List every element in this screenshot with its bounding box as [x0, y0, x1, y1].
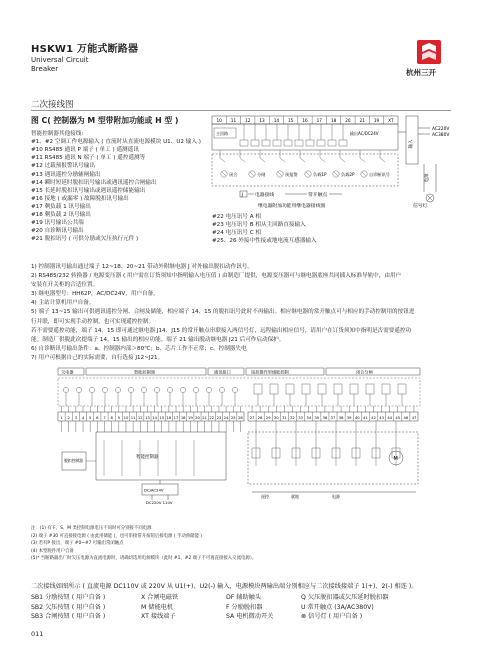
- terminal-number: 23: [216, 416, 222, 420]
- legend-relay: 电器接线: [255, 193, 275, 198]
- legend-contact: 常开触点: [308, 193, 328, 198]
- symbol-legend: [31, 593, 388, 622]
- relay-contact: [320, 158, 325, 162]
- terminal-number: 2: [67, 416, 70, 420]
- list-item: #18 剩负载 2 讯号输出: [31, 212, 91, 219]
- terminal-number: 32: [290, 416, 295, 420]
- terminal-number: 25: [230, 416, 236, 420]
- list-item: #20 自诊断讯号输出: [31, 228, 84, 235]
- footnote-line: (5)* 当断路器出厂时欠压电源为直流电源时，请确切选用电源模块（此时 #1、#2 端子不可再直接接入交流电源）。: [31, 556, 257, 562]
- figure-title: 图 C( 控制器为 M 型带附加功能或 H 型 ): [31, 116, 179, 125]
- signal-lamp-icon: [167, 387, 172, 392]
- relay-label: 分闸: [257, 172, 266, 177]
- terminal-number: 22: [209, 416, 215, 420]
- terminal-number: 36: [322, 416, 328, 420]
- ac220-label: AC220V: [432, 127, 450, 132]
- terminal-number: 4: [81, 416, 85, 420]
- relay-contact: [220, 158, 225, 162]
- terminal-number: 12: [245, 118, 251, 123]
- legend-cell: M 储能电机: [141, 603, 174, 611]
- relay-contact: [360, 158, 365, 162]
- signal-lamp-icon: [219, 387, 224, 392]
- relay-contact: [300, 158, 305, 162]
- lamp-cross: [306, 172, 310, 176]
- input-label: 输入: [409, 139, 414, 149]
- coil-box: [318, 384, 326, 394]
- list-item: #24 电压讯号 C 相: [212, 230, 262, 237]
- dc-supply-label: DC220V 110V: [146, 500, 173, 505]
- relay-label: 预报警: [285, 172, 298, 177]
- legend-cell: F 分励脱扣器: [226, 603, 263, 611]
- note-line: 6) 自诊断讯号输出条件：a、控制器内部＞80℃；b、芯片工作不正常；c、控制器失电: [31, 345, 247, 352]
- note-line: 若不需要遥控功能，端子 14、15 即可通过继电器 J14、J15 的常开触点串联接入两信号灯，远程输出相应信号，请用户在订货须知中指明是否需要遥控功: [31, 327, 412, 334]
- english-name-line-1: Universal Circuit: [31, 56, 89, 64]
- note-line: 3) 继电器型号：HH62P，AC/DC24V，用户自备。: [31, 291, 159, 298]
- terminal-number: 3: [74, 416, 78, 420]
- contact-box: [262, 140, 270, 146]
- list-item: #19 讯号输出公共端: [31, 220, 84, 227]
- terminal-number: 8: [110, 416, 113, 420]
- signal-lamp-icon: [63, 387, 68, 392]
- terminal-number: 33: [298, 416, 303, 420]
- terminal-number: 18: [180, 416, 186, 420]
- terminal-number: 46: [403, 416, 409, 420]
- terminal-number: 45: [395, 416, 401, 420]
- legend-row: [31, 593, 388, 603]
- label-controller: 智能控制器: [134, 369, 155, 375]
- module-label: 输出AC/DC24V: [350, 131, 379, 136]
- product-english-name: [31, 56, 88, 74]
- brand-logo-icon: [417, 40, 441, 64]
- footnote-line: (2) 端子 #30 可直接接电源 ( 由此用储能 )，也可串接常开按钮后接电源 ( 手动预储能 ): [31, 533, 203, 539]
- terminal-number: 9: [117, 416, 120, 420]
- signal-lamp-icon: [180, 387, 185, 392]
- legend-cell: SB1 分励按钮 ( 用户自备 ): [31, 594, 106, 601]
- control-terminal-list: [31, 130, 201, 244]
- lamp-cross: [362, 172, 366, 176]
- list-item: #12 过载预报警讯号输出: [31, 163, 95, 170]
- list-item: #11 RS485 通讯 N 端子 ( 单工 ) 遥控遥测等: [31, 155, 146, 162]
- contact-box: [240, 140, 248, 146]
- terminal-number: 44: [387, 416, 393, 420]
- legend-cell: U 常开触点 (3A/AC380V): [301, 603, 374, 611]
- footnote-line: 注：(1) 有 F、S、M 类控制电源电压不同时可分别接不同电源: [31, 526, 152, 531]
- lamp-cross: [250, 172, 254, 176]
- legend-lamp: 信号灯: [413, 204, 428, 209]
- terminal-number: 24: [223, 416, 229, 420]
- terminal-number: 17: [173, 416, 179, 420]
- coil-box: [302, 384, 310, 394]
- terminal-number: 21: [202, 416, 208, 420]
- note-line: 行并联，即可实现手动控制，也可实现遥控控制。: [31, 318, 155, 325]
- terminal-number: 27: [249, 416, 255, 420]
- terminal-number: 16: [166, 416, 172, 420]
- signal-lamp-icon: [232, 387, 237, 392]
- terminal-number: 35: [314, 416, 320, 420]
- terminal-number: 20: [195, 416, 200, 420]
- voltage-signal-list: [212, 213, 317, 245]
- terminal-number: 15: [288, 118, 294, 123]
- contact-box: [273, 140, 281, 146]
- list-item: #17 剩负载 1 讯号输出: [31, 203, 91, 210]
- signal-lamp-icon: [141, 387, 146, 392]
- module-voltage-label: DC/AC24V: [144, 487, 164, 493]
- list-item: #22 电压讯号 A 相: [212, 214, 261, 220]
- legend-cell: Q 欠压脱扣器或欠压延时脱扣器: [301, 594, 389, 601]
- controller-block-label: 智能控制器: [136, 455, 159, 460]
- terminal-number: 42: [371, 416, 376, 420]
- coil-box: [350, 384, 358, 394]
- legend-row: [31, 603, 388, 613]
- terminal-number: XT: [388, 118, 394, 123]
- terminal-number: 15: [159, 416, 165, 420]
- relay-label: 闭合: [229, 172, 238, 177]
- terminal-number: 5: [89, 416, 92, 420]
- terminal-number: 1: [60, 416, 63, 420]
- legend-cell: XT 接线端子: [141, 613, 176, 621]
- terminal-number: 13: [259, 118, 265, 123]
- lamp-cross: [334, 172, 338, 176]
- label-comm: 通讯接口: [214, 369, 231, 375]
- section-divider: [31, 110, 451, 111]
- terminal-number: 28: [257, 416, 263, 420]
- coil-box: [398, 384, 406, 394]
- legend-cell: SA 电机微动开关: [226, 613, 274, 621]
- terminal-number: 29: [265, 416, 271, 420]
- legend-cell: SB2 欠压按钮 ( 用户自备 ): [31, 603, 106, 611]
- coil-box: [270, 384, 278, 394]
- terminal-number: 6: [96, 416, 99, 420]
- terminal-number: 40: [354, 416, 360, 420]
- terminal-number: 21: [359, 118, 365, 123]
- list-item: #25、26 外接中性接或地电流互感器输入: [212, 238, 317, 245]
- terminal-number: 7: [103, 416, 106, 420]
- terminal-number: 12: [137, 416, 143, 420]
- list-item: #21 脱扣讯号 ( 可供分励或欠压执行元件 ): [31, 236, 139, 243]
- motor-letter: M: [393, 456, 398, 462]
- signal-lamp-icon: [206, 387, 211, 392]
- list-item: #14 瞬时短延时脱扣讯号输出或遇讯遥控合闸输出: [31, 179, 157, 186]
- legend-row: [31, 612, 388, 622]
- brand-name: 杭州三开: [406, 68, 436, 77]
- terminal-number: 39: [346, 416, 352, 420]
- ac380-label: AC380V: [432, 133, 450, 138]
- coil-box: [366, 384, 374, 394]
- local-label: 就地: [291, 494, 299, 499]
- terminal-number: 19: [373, 118, 380, 123]
- terminal-number: 17: [316, 118, 322, 123]
- relay-label: 自诊断讯号: [369, 172, 390, 177]
- terminal-number: 43: [379, 416, 384, 420]
- label-close-open: 闭合分闸: [356, 369, 373, 375]
- legend-cell: DF 辅助触头: [226, 594, 262, 601]
- terminal-number: 13: [145, 416, 150, 420]
- coil-box: [334, 384, 342, 394]
- main-circuit-label: 主回路: [216, 131, 228, 136]
- relay-contact: [260, 158, 265, 162]
- coil-box: [254, 384, 262, 394]
- list-item: #1、#2 空调工作电源输入 ( 直流时从直流电源模块 U1、U2 输入 ): [31, 139, 201, 146]
- list-item: #23 电压讯号 B 相从主回路直接输入: [212, 222, 306, 229]
- terminal-number: 38: [338, 416, 344, 420]
- label-remote-storage: 遥控操作型储能控制: [251, 369, 289, 375]
- terminal-strip: [212, 116, 398, 124]
- terminal-number: 19: [187, 416, 193, 420]
- relay-coil-letter: J: [241, 193, 243, 198]
- terminal-number: 11: [230, 118, 237, 123]
- relay-contact: [380, 158, 385, 162]
- diagram-footnotes: [31, 525, 256, 563]
- lamp-cross: [222, 172, 226, 176]
- power-label: 电源: [425, 173, 430, 183]
- terminal-number: 20: [345, 118, 351, 123]
- list-item: #15 长延时脱扣讯号输出或遇讯遥控储能输出: [31, 187, 146, 194]
- list-item: #13 遇讯遥控分励辅闸输出: [31, 171, 101, 178]
- legend-subtitle: 继电器附加功能用继电器接线图: [258, 204, 326, 209]
- note-line: 能。制造厂供脱此次提端子 14、15 输出的相应功能。端子 21 输出脱动继电器 J21 后可作启动保护。: [31, 336, 285, 343]
- trip-controller-label: 脱扣控制器: [64, 458, 83, 463]
- legend-cell: SB3 合闸按钮 ( 用户自备 ): [31, 613, 106, 621]
- label-undervoltage: 欠电器: [61, 369, 74, 375]
- terminal-number: 14: [273, 118, 280, 123]
- legend-cell: X 合闸电磁铁: [141, 594, 179, 601]
- footnote-line: (4) 本型脱件用户自备: [31, 548, 74, 554]
- coil-box: [286, 384, 294, 394]
- note-line: 7) 用户可根据自己的实际需要，自行选接 J12~J21。: [31, 354, 164, 361]
- remote-label: 遥控: [261, 494, 269, 499]
- list-item: #10 RS485 通讯 P 端子 ( 单工 ) 遥测遥讯: [31, 147, 139, 154]
- signal-lamp-icon: [115, 387, 120, 392]
- footnote-line: (3) 若有P 接出，端子 #0~#7 可输出常闭触点: [31, 541, 124, 547]
- relay-label: 负载2P: [341, 172, 355, 177]
- signal-lamp-icon: [102, 387, 107, 392]
- contact-box: [251, 140, 259, 146]
- terminal-number: 34: [306, 416, 312, 420]
- note-line: 1) 控制器讯号输出通过端子 12~18、20~21 带动外附继电器 J 对外输出脱扣动作讯号。: [31, 264, 253, 270]
- terminal-number: 47: [411, 416, 417, 420]
- english-name-line-2: Breaker: [31, 65, 59, 73]
- list-item: #16 接地 ( 或漏零 ) 故障脱扣讯号输出: [31, 195, 129, 202]
- terminal-number: 10: [216, 118, 222, 123]
- contact-box: [284, 140, 292, 146]
- contact-box: [317, 140, 325, 146]
- power-supply-label: 电源: [332, 494, 340, 499]
- relay-contact: [280, 158, 285, 162]
- secondary-wiring-description: 二次接线如图所示 ( 直流电源 DC110V 或 220V 从 U1(+)、U2(-) 输入，电源模块两输出端分别相应与二次接线接端子 1(+)、2(-) 相连 )。: [31, 583, 418, 590]
- relay-contact: [340, 158, 345, 162]
- note-line: 4) 主站计算机用户自备。: [31, 300, 95, 307]
- signal-lamp-icon: [89, 387, 94, 392]
- contact-box: [306, 140, 314, 146]
- signal-lamp-icon: [128, 387, 133, 392]
- secondary-wiring-diagram: [56, 366, 422, 521]
- note-line: 安装在开关柜的合适位置。: [31, 282, 99, 289]
- relay-label: 负载1P: [313, 172, 327, 177]
- coil-box: [382, 384, 390, 394]
- notes-paragraph: [31, 263, 414, 363]
- signal-lamp-icon: [76, 387, 81, 392]
- page-number: 011: [31, 630, 44, 638]
- terminal-number: 41: [363, 416, 368, 420]
- signal-lamp-icon: [154, 387, 159, 392]
- note-line: 2) RS485/232 转换器 / 电源变压器 ( 用户需在订货须知中指明输入电压值 ) 由制造厂提供，电源变压器可与继电器底座共同插入标准导轨中，由用户: [31, 273, 402, 280]
- lamp-cross: [278, 172, 282, 176]
- relay-contact: [240, 158, 245, 162]
- contact-box: [328, 140, 336, 146]
- signal-lamp-icon: [193, 387, 198, 392]
- list-item: 智能控制器其他接线:: [31, 131, 84, 137]
- terminal-number: 31: [282, 416, 287, 420]
- note-line: 5) 端子 13~15 输出可供遇讯遥控分闸、合闸及储能，相应端子 14、15 的脱扣讯号此时不再输出。相应继电器的常开触点可与相应的手动控制用的按钮进: [31, 309, 415, 316]
- terminal-number: 30: [273, 416, 279, 420]
- terminal-number: 11: [130, 416, 136, 420]
- product-title: HSKW1 万能式断路器: [31, 44, 139, 55]
- contact-box: [339, 140, 347, 146]
- terminal-number: 14: [152, 416, 157, 420]
- legend-cell: ⊗ 信号灯 ( 用户自备 ): [301, 613, 363, 621]
- terminal-number: 16: [302, 118, 308, 123]
- terminal-number: 37: [330, 416, 336, 420]
- section-title: 二次接线图: [31, 100, 74, 110]
- terminal-number: 26: [238, 416, 243, 420]
- terminal-number: 18: [330, 118, 337, 123]
- contact-box: [295, 140, 303, 146]
- terminal-number: 10: [123, 416, 129, 420]
